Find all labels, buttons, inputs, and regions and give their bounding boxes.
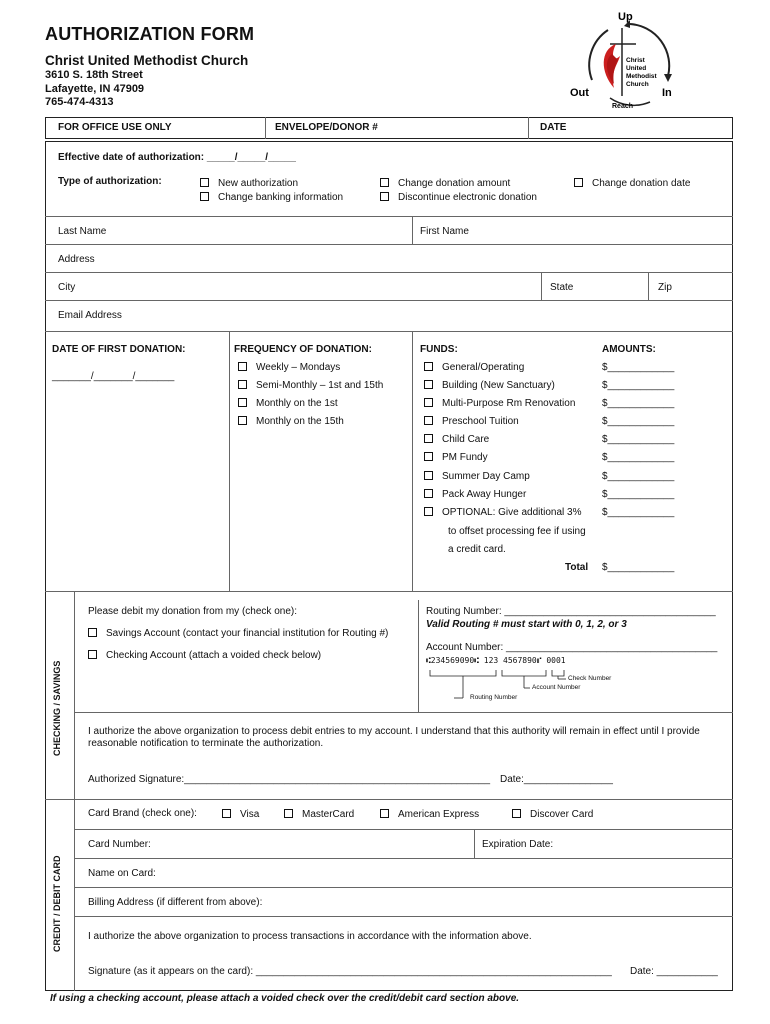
last-name-field[interactable]: Last Name [58, 226, 107, 237]
card-date[interactable]: Date: ___________ [630, 966, 718, 977]
logo-out: Out [570, 87, 589, 99]
footer-note: If using a checking account, please attach a voided check over the credit/debit card section above. [50, 993, 520, 1004]
card-signature[interactable]: Signature (as it appears on the card): ________________________________________________________________ [88, 966, 612, 977]
option-change-date[interactable]: Change donation date [574, 178, 690, 189]
checkbox-icon[interactable] [380, 192, 389, 201]
card-number-field[interactable]: Card Number: [88, 839, 151, 850]
first-name-field[interactable]: First Name [420, 226, 469, 237]
city-field[interactable]: City [58, 282, 76, 293]
checkbox-icon[interactable] [424, 507, 433, 516]
checking-side-label: CHECKING / SAVINGS [52, 660, 62, 756]
address-field[interactable]: Address [58, 254, 95, 265]
expiration-field[interactable]: Expiration Date: [482, 839, 554, 850]
amount-field[interactable]: $____________ [602, 507, 675, 518]
logo-up: Up [618, 11, 633, 23]
checkbox-icon[interactable] [200, 192, 209, 201]
amount-field[interactable]: $____________ [602, 380, 675, 391]
funds-label: FUNDS: [420, 344, 458, 355]
checkbox-icon[interactable] [424, 434, 433, 443]
account-number-field[interactable]: Account Number: ______________________________________ [426, 642, 718, 653]
checkbox-icon[interactable] [200, 178, 209, 187]
authorized-signature[interactable]: Authorized Signature:_______________________________________________________ [88, 774, 491, 785]
amount-field[interactable]: $____________ [602, 489, 675, 500]
checkbox-icon[interactable] [284, 809, 293, 818]
checkbox-icon[interactable] [424, 452, 433, 461]
routing-note: Valid Routing # must start with 0, 1, 2, or 3 [426, 619, 627, 630]
freq-semi-monthly[interactable]: Semi-Monthly – 1st and 15th [238, 380, 383, 391]
checkbox-icon[interactable] [238, 380, 247, 389]
amount-field[interactable]: $____________ [602, 398, 675, 409]
checking-option[interactable]: Checking Account (attach a voided check below) [88, 650, 321, 661]
office-date-label: DATE [540, 122, 567, 133]
logo-in: In [662, 87, 672, 99]
checkbox-icon[interactable] [222, 809, 231, 818]
brand-mastercard[interactable]: MasterCard [284, 809, 354, 820]
fund-item[interactable]: Multi-Purpose Rm Renovation [424, 398, 575, 409]
option-change-amount[interactable]: Change donation amount [380, 178, 510, 189]
card-authorization-text: I authorize the above organization to process transactions in accordance with the information above. [88, 931, 532, 942]
checkbox-icon[interactable] [424, 489, 433, 498]
checkbox-icon[interactable] [424, 416, 433, 425]
check-number-label: Check Number [568, 675, 612, 682]
checkbox-icon[interactable] [238, 362, 247, 371]
option-change-banking[interactable]: Change banking information [200, 192, 343, 203]
account-number-label: Account Number [532, 684, 581, 691]
logo-line-4: Church [626, 81, 649, 88]
checkbox-icon[interactable] [424, 398, 433, 407]
first-donation-date[interactable]: _______/_______/_______ [52, 371, 175, 382]
city-state: Lafayette, IN 47909 [45, 83, 145, 95]
savings-option[interactable]: Savings Account (contact your financial institution for Routing #) [88, 628, 388, 639]
fund-item[interactable]: Pack Away Hunger [424, 489, 526, 500]
logo-line-2: United [626, 65, 647, 72]
debit-instruction: Please debit my donation from my (check one): [88, 606, 297, 617]
option-discontinue[interactable]: Discontinue electronic donation [380, 192, 537, 203]
amount-field[interactable]: $____________ [602, 434, 675, 445]
logo-reach: Reach [612, 103, 634, 110]
debit-authorization-text: I authorize the above organization to process debit entries to my account. I understand that this authority will remain in effect until I provide reasonable notification to terminate the authorization. [88, 726, 700, 749]
checkbox-icon[interactable] [238, 398, 247, 407]
amount-field[interactable]: $____________ [602, 452, 675, 463]
checkbox-icon[interactable] [424, 471, 433, 480]
street-address: 3610 S. 18th Street [45, 69, 143, 81]
checkbox-icon[interactable] [380, 809, 389, 818]
amount-field[interactable]: $____________ [602, 362, 675, 373]
routing-number-label: Routing Number [470, 694, 518, 701]
frequency-label: FREQUENCY OF DONATION: [234, 344, 372, 355]
effective-date[interactable]: Effective date of authorization: _____/_____/_____ [58, 152, 296, 163]
fund-item[interactable]: Building (New Sanctuary) [424, 380, 555, 391]
fund-item[interactable]: Preschool Tuition [424, 416, 519, 427]
brand-discover[interactable]: Discover Card [512, 809, 593, 820]
brand-amex[interactable]: American Express [380, 809, 479, 820]
fund-item-optional[interactable]: OPTIONAL: Give additional 3% [424, 507, 582, 518]
amount-field[interactable]: $____________ [602, 416, 675, 427]
church-logo [570, 10, 680, 110]
checkbox-icon[interactable] [424, 380, 433, 389]
amount-field[interactable]: $____________ [602, 471, 675, 482]
envelope-label: ENVELOPE/DONOR # [275, 122, 378, 133]
fund-item[interactable]: Child Care [424, 434, 489, 445]
card-brand-label: Card Brand (check one): [88, 808, 197, 819]
amounts-label: AMOUNTS: [602, 344, 656, 355]
logo-line-3: Methodist [626, 73, 657, 80]
micr-line: ⑆234569090⑆ 123 4567890⑈ 0001 [426, 656, 566, 665]
option-new-authorization[interactable]: New authorization [200, 178, 298, 189]
auth-type-label: Type of authorization: [58, 176, 162, 187]
checkbox-icon[interactable] [574, 178, 583, 187]
freq-monthly-1st[interactable]: Monthly on the 1st [238, 398, 338, 409]
first-donation-label: DATE OF FIRST DONATION: [52, 344, 186, 355]
total-field[interactable]: $____________ [602, 562, 675, 573]
email-field[interactable]: Email Address [58, 310, 122, 321]
routing-number-field[interactable]: Routing Number: ______________________________________ [426, 606, 716, 617]
fund-item[interactable]: PM Fundy [424, 452, 488, 463]
fund-item[interactable]: Summer Day Camp [424, 471, 530, 482]
optional-note-1: to offset processing fee if using [448, 526, 586, 537]
checkbox-icon[interactable] [424, 362, 433, 371]
billing-address-field[interactable]: Billing Address (if different from above): [88, 897, 263, 908]
checkbox-icon[interactable] [88, 628, 97, 637]
checkbox-icon[interactable] [512, 809, 521, 818]
logo-line-1: Christ [626, 57, 645, 64]
fund-item[interactable]: General/Operating [424, 362, 524, 373]
checkbox-icon[interactable] [88, 650, 97, 659]
card-side-label: CREDIT / DEBIT CARD [52, 855, 62, 952]
church-name: Christ United Methodist Church [45, 53, 249, 68]
checkbox-icon[interactable] [380, 178, 389, 187]
total-label: Total [565, 562, 589, 573]
freq-weekly[interactable]: Weekly – Mondays [238, 362, 340, 373]
state-field[interactable]: State [550, 282, 574, 293]
phone: 765-474-4313 [45, 96, 114, 108]
form-title: AUTHORIZATION FORM [45, 24, 255, 44]
brand-visa[interactable]: Visa [222, 809, 259, 820]
office-use-label: FOR OFFICE USE ONLY [58, 122, 172, 133]
freq-monthly-15th[interactable]: Monthly on the 15th [238, 416, 344, 427]
checkbox-icon[interactable] [238, 416, 247, 425]
authorized-date[interactable]: Date:________________ [500, 774, 613, 785]
name-on-card-field[interactable]: Name on Card: [88, 868, 156, 879]
optional-note-2: a credit card. [448, 544, 506, 555]
zip-field[interactable]: Zip [658, 282, 672, 293]
